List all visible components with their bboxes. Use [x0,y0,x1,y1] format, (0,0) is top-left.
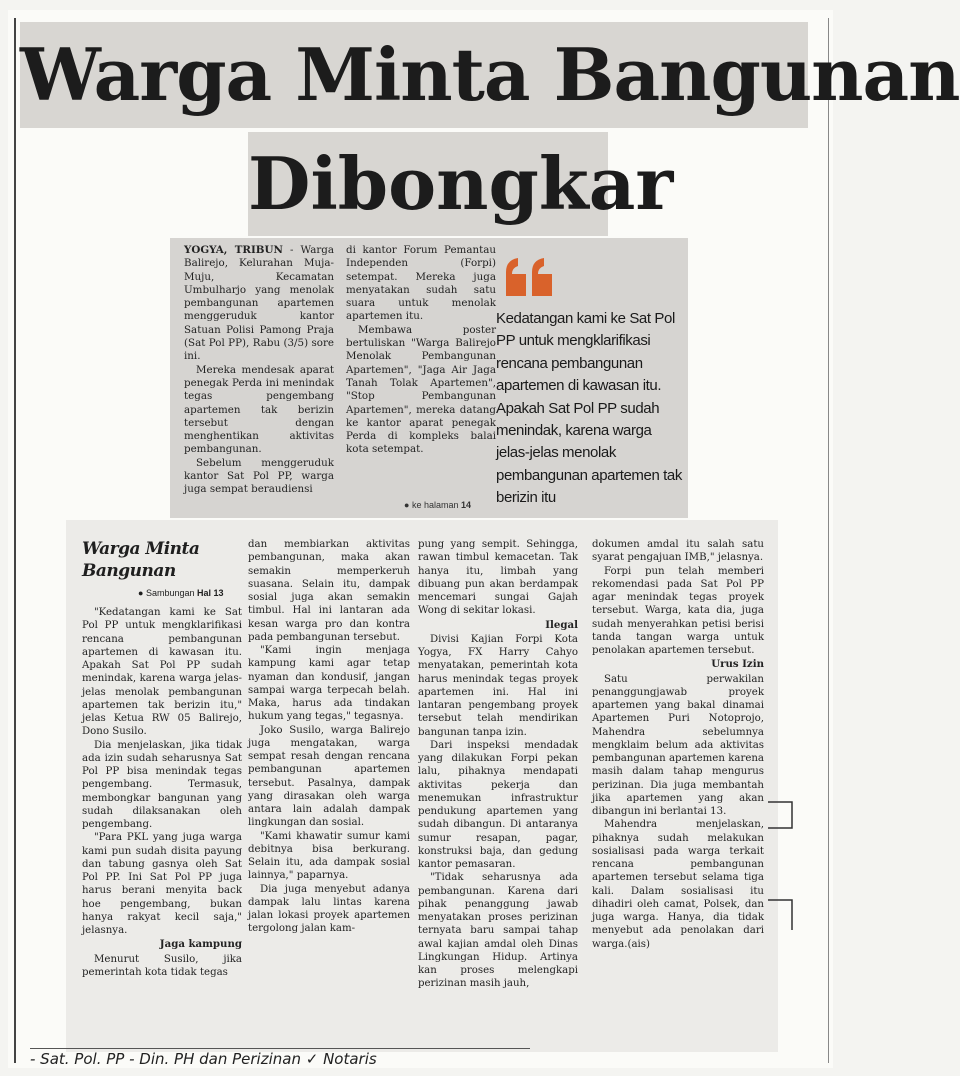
continuation-column-1 [82,606,242,1046]
dateline: YOGYA, TRIBUN [184,244,283,256]
margin-bracket-marks [766,800,796,1000]
continuation-clipping [66,520,778,1052]
top-article-column-2 [346,244,496,510]
body-paragraph: Forpi pun telah memberi rekomendasi pada Sat Pol PP agar menindak tegas proyek tersebut. Warga, kata dia, juga sudah menyerahkan petisi berisi tanda tangan warga untuk penolakan apartemen tersebut. [592,565,764,656]
continuation-column-2 [248,538,410,1046]
body-paragraph: "Tidak seharusnya ada pembangunan. Karena dari pihak penanggung jawab menyatakan proses perizinan ternyata baru sampai tahap awal kajian amdal oleh Dinas Lingkungan Hidup. Artinya kan proses melengkapi perizinan masih jauh, [418,872,578,990]
top-paragraph: Mereka mendesak aparat penegak Perda ini menindak tegas pengembang apartemen tak berizin tersebut dengan menghentikan aktivitas pembangunan. [184,363,334,456]
body-paragraph: dan membiarkan aktivitas pembangunan, maka akan semakin memperkeruh suasana. Selain itu, dampak sosial juga akan semakin timbul. Hal ini lantaran ada kesan warga pro dan kontra pada pembangunan tersebut. [248,539,410,643]
subhead-jaga-kampung: Jaga kampung [159,938,242,951]
body-paragraph: "Kami khawatir sumur kami debitnya bisa berkurang. Selain itu, ada dampak sosial lainnya," paparnya. [248,830,410,882]
sambungan-note: ● Sambungan Hal 13 [138,588,224,598]
body-paragraph: Menurut Susilo, jika pemerintah kota tidak tegas [82,953,242,978]
quote-marks-icon [504,256,556,298]
continued-note: ● ke halaman 14 [404,500,471,510]
front-page-clipping [170,238,688,518]
body-paragraph: Mahendra menjelaskan, pihaknya sudah melakukan sosialisasi pada warga terkait rencana pembangunan apartemen tersebut selama tiga kali. Dalam sosialisasi itu dihadiri oleh camat, Polsek, dan juga warga. Hanya, dia tidak menyebut ada penolakan dari warga.(ais) [592,819,764,950]
continued-page: 14 [460,500,471,510]
body-paragraph: Joko Susilo, warga Balirejo juga mengatakan, warga sempat resah dengan rencana pembangunan apartemen tersebut. Pasalnya, dampak yang dirasakan oleh warga antara lain adalah dampak lingkungan dan sosial. [248,724,410,829]
continued-label: ke halaman [411,500,459,510]
top-article-column-1 [184,244,334,510]
body-paragraph: pung yang sempit. Sehingga, rawan timbul kemacetan. Tak hanya itu, limbah yang dibuang pun akan berdampak mencemari sungai Gajah Wong di sekitar lokasi. [418,539,578,617]
body-paragraph: Divisi Kajian Forpi Kota Yogya, FX Harry Cahyo menyatakan, pemerintah kota harus menindak tegas proyek apartemen ini. Hal ini lantaran pengembang proyek tersebut telah mendirikan bangunan tanpa izin. [418,633,578,738]
body-paragraph: dokumen amdal itu salah satu syarat pengajuan IMB," jelasnya. [592,539,764,564]
bottom-pen-line [30,1048,530,1049]
body-paragraph: Satu perwakilan penanggungjawab proyek apartemen yang bakal dinamai Apartemen Puri Notoprojo, Mahendra sebelumnya mengklaim belum ada aktivitas pembangunan apartemen karena masih dalam tahap mengurus perizinan. Dia juga membantah jika apartemen yang akan dibangun ini berlantai 13. [592,673,764,817]
pull-quote: Kedatangan kami ke Sat Pol PP untuk mengklarifikasi rencana pembangunan apartemen di kawasan itu. Apakah Sat Pol PP sudah menindak, karena warga jelas-jelas menolak pembangunan apartemen tak berizin itu [496,310,682,507]
top-paragraph: di kantor Forum Pemantau Independen (Forpi) setempat. Mereka juga menyatakan sudah satu suara untuk menolak apartemen itu. [346,244,496,323]
continuation-column-3 [418,538,578,1046]
sambungan-label: Sambungan [145,588,195,598]
top-paragraph: Sebelum menggeruduk kantor Sat Pol PP, warga juga sempat beraudiensi [184,456,334,496]
body-paragraph: "Kedatangan kami ke Sat Pol PP untuk mengklarifikasi rencana pembangunan apartemen di kawasan itu. Apakah Sat Pol PP sudah menindak, karena warga jelas-jelas menolak pembangunan apartemen tak berizin itu," jelas Ketua RW 05 Balirejo, Dono Susilo. [82,607,242,738]
handwritten-note: - Sat. Pol. PP - Din. PH dan Perizinan ✓ Notaris [30,1050,377,1068]
body-paragraph: "Kami ingin menjaga kampung kami agar tetap nyaman dan kondusif, jangan sampai warga terpecah belah. Maka, harus ada tindakan hukum yang tegas," tegasnya. [248,645,410,723]
sambungan-page: Hal 13 [197,588,224,598]
top-paragraph: Membawa poster bertuliskan "Warga Balirejo Menolak Pembangunan Apartemen", "Jaga Air Jaga Tanah Tolak Apartemen", "Stop Pembangunan Apartemen", mereka datang ke kantor aparat penegak Perda di kompleks balai kota setempat. [346,323,496,456]
continuation-title: Warga Minta Bangunan [82,539,200,581]
headline-line-2: Dibongkar [248,132,608,236]
headline-line-1: Warga Minta Bangunan [20,22,808,128]
body-paragraph: Dia juga menyebut adanya dampak lalu lintas karena jalan lokasi proyek apartemen tergolong jalan kam- [248,883,410,935]
body-paragraph: Dari inspeksi mendadak yang dilakukan Forpi pekan lalu, pihaknya mendapati aktivitas pekerja dan menemukan infrastruktur pendukung apartemen yang sudah dibangun. Di antaranya sumur resapan, pagar, konstruksi baja, dan gedung kantor pemasaran. [418,739,578,870]
subhead-ilegal: Ilegal [545,618,578,631]
body-paragraph: Dia menjelaskan, jika tidak ada izin sudah seharusnya Sat Pol PP bisa menindak tegas pengembang. Termasuk, membongkar bangunan yang sudah dilaksanakan oleh pengembang. [82,739,242,830]
top-paragraph: - Warga Balirejo, Kelurahan Muja-Muju, Kecamatan Umbulharjo yang menolak pembangunan apartemen menggeruduk kantor Satuan Polisi Pamong Praja (Sat Pol PP), Rabu (3/5) sore ini. [184,244,334,363]
body-paragraph: "Para PKL yang juga warga kami pun sudah disita payung dan tabung gasnya oleh Sat Pol PP. Ini Sat Pol PP juga harus berani menyita back hoe pengembang, bukan hanya rakyat kecil saja," jelasnya. [82,832,242,936]
continuation-column-4 [592,538,764,1046]
subhead-urus-izin: Urus Izin [711,658,764,671]
